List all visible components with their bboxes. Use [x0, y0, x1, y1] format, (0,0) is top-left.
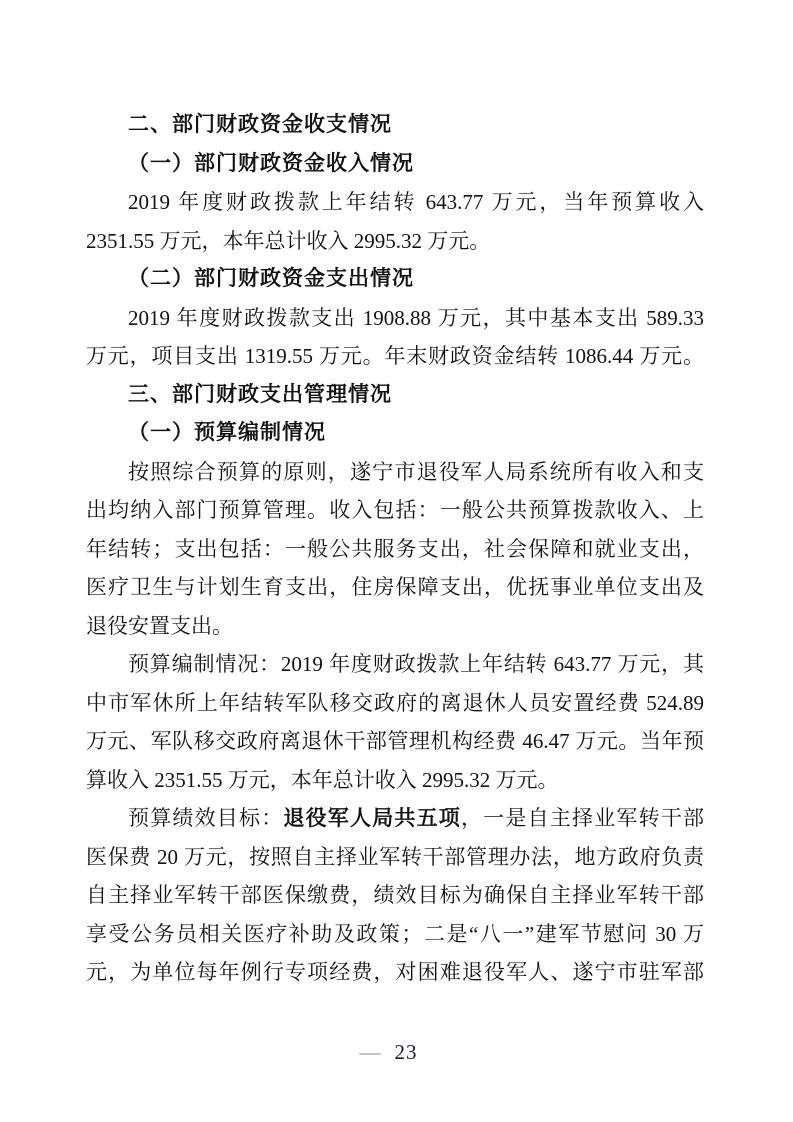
para-expenditure-line-2: 万元，项目支出 1319.55 万元。年末财政资金结转 1086.44 万元。	[86, 344, 704, 368]
para-overview-line-3: 年结转；支出包括：一般公共服务支出，社会保障和就业支出，	[86, 536, 704, 561]
para-preparation-line-4: 算收入 2351.55 万元，本年总计收入 2995.32 万元。	[86, 767, 559, 792]
para-performance-line-4: 享受公务员相关医疗补助及政策；二是“八一”建军节慰问 30 万	[86, 921, 704, 946]
para-income-line-1: 2019 年度财政拨款上年结转 643.77 万元，当年预算收入	[128, 190, 704, 214]
para-overview-line-1: 按照综合预算的原则，遂宁市退役军人局系统所有收入和支	[128, 459, 704, 484]
para-preparation-line-1: 预算编制情况：2019 年度财政拨款上年结转 643.77 万元，其	[128, 652, 704, 676]
page-number: 23	[394, 1040, 418, 1064]
para-performance-line-1-prefix: 预算绩效目标：	[128, 806, 284, 830]
heading-subsection-2-2: （二）部门财政资金支出情况	[128, 267, 414, 290]
para-income-line-2: 2351.55 万元，本年总计收入 2995.32 万元。	[86, 228, 491, 253]
para-performance-line-1-suffix: ，一是自主择业军转干部	[461, 806, 704, 830]
para-performance-line-5: 元，为单位每年例行专项经费，对困难退役军人、遂宁市驻军部	[86, 960, 704, 984]
para-performance-line-2: 医保费 20 万元，按照自主择业军转干部管理办法，地方政府负责	[86, 844, 704, 869]
para-preparation-line-3: 万元、军队移交政府离退休干部管理机构经费 46.47 万元。当年预	[86, 729, 704, 753]
para-overview-line-4: 医疗卫生与计划生育支出，住房保障支出，优抚事业单位支出及	[86, 575, 704, 599]
para-performance-line-1-bold: 退役军人局共五项	[283, 807, 462, 830]
para-performance-line-1	[86, 799, 704, 838]
footer-dash: —	[359, 1040, 381, 1064]
heading-subsection-3-1: （一）预算编制情况	[128, 421, 326, 444]
para-expenditure-line-1: 2019 年度财政拨款支出 1908.88 万元，其中基本支出 589.33	[128, 305, 704, 330]
para-preparation-line-2: 中市军休所上年结转军队移交政府的离退休人员安置经费 524.89	[86, 690, 704, 715]
para-overview-line-2: 出均纳入部门预算管理。收入包括：一般公共预算拨款收入、上	[86, 498, 704, 522]
heading-subsection-2-1: （一）部门财政资金收入情况	[128, 151, 414, 175]
para-performance-line-3: 自主择业军转干部医保缴费，绩效目标为确保自主择业军转干部	[86, 883, 704, 907]
page-footer	[0, 1038, 785, 1066]
heading-section-three: 三、部门财政支出管理情况	[128, 382, 392, 406]
document-content	[86, 106, 704, 992]
para-overview-line-5: 退役安置支出。	[86, 613, 233, 638]
heading-section-two: 二、部门财政资金收支情况	[128, 113, 392, 136]
